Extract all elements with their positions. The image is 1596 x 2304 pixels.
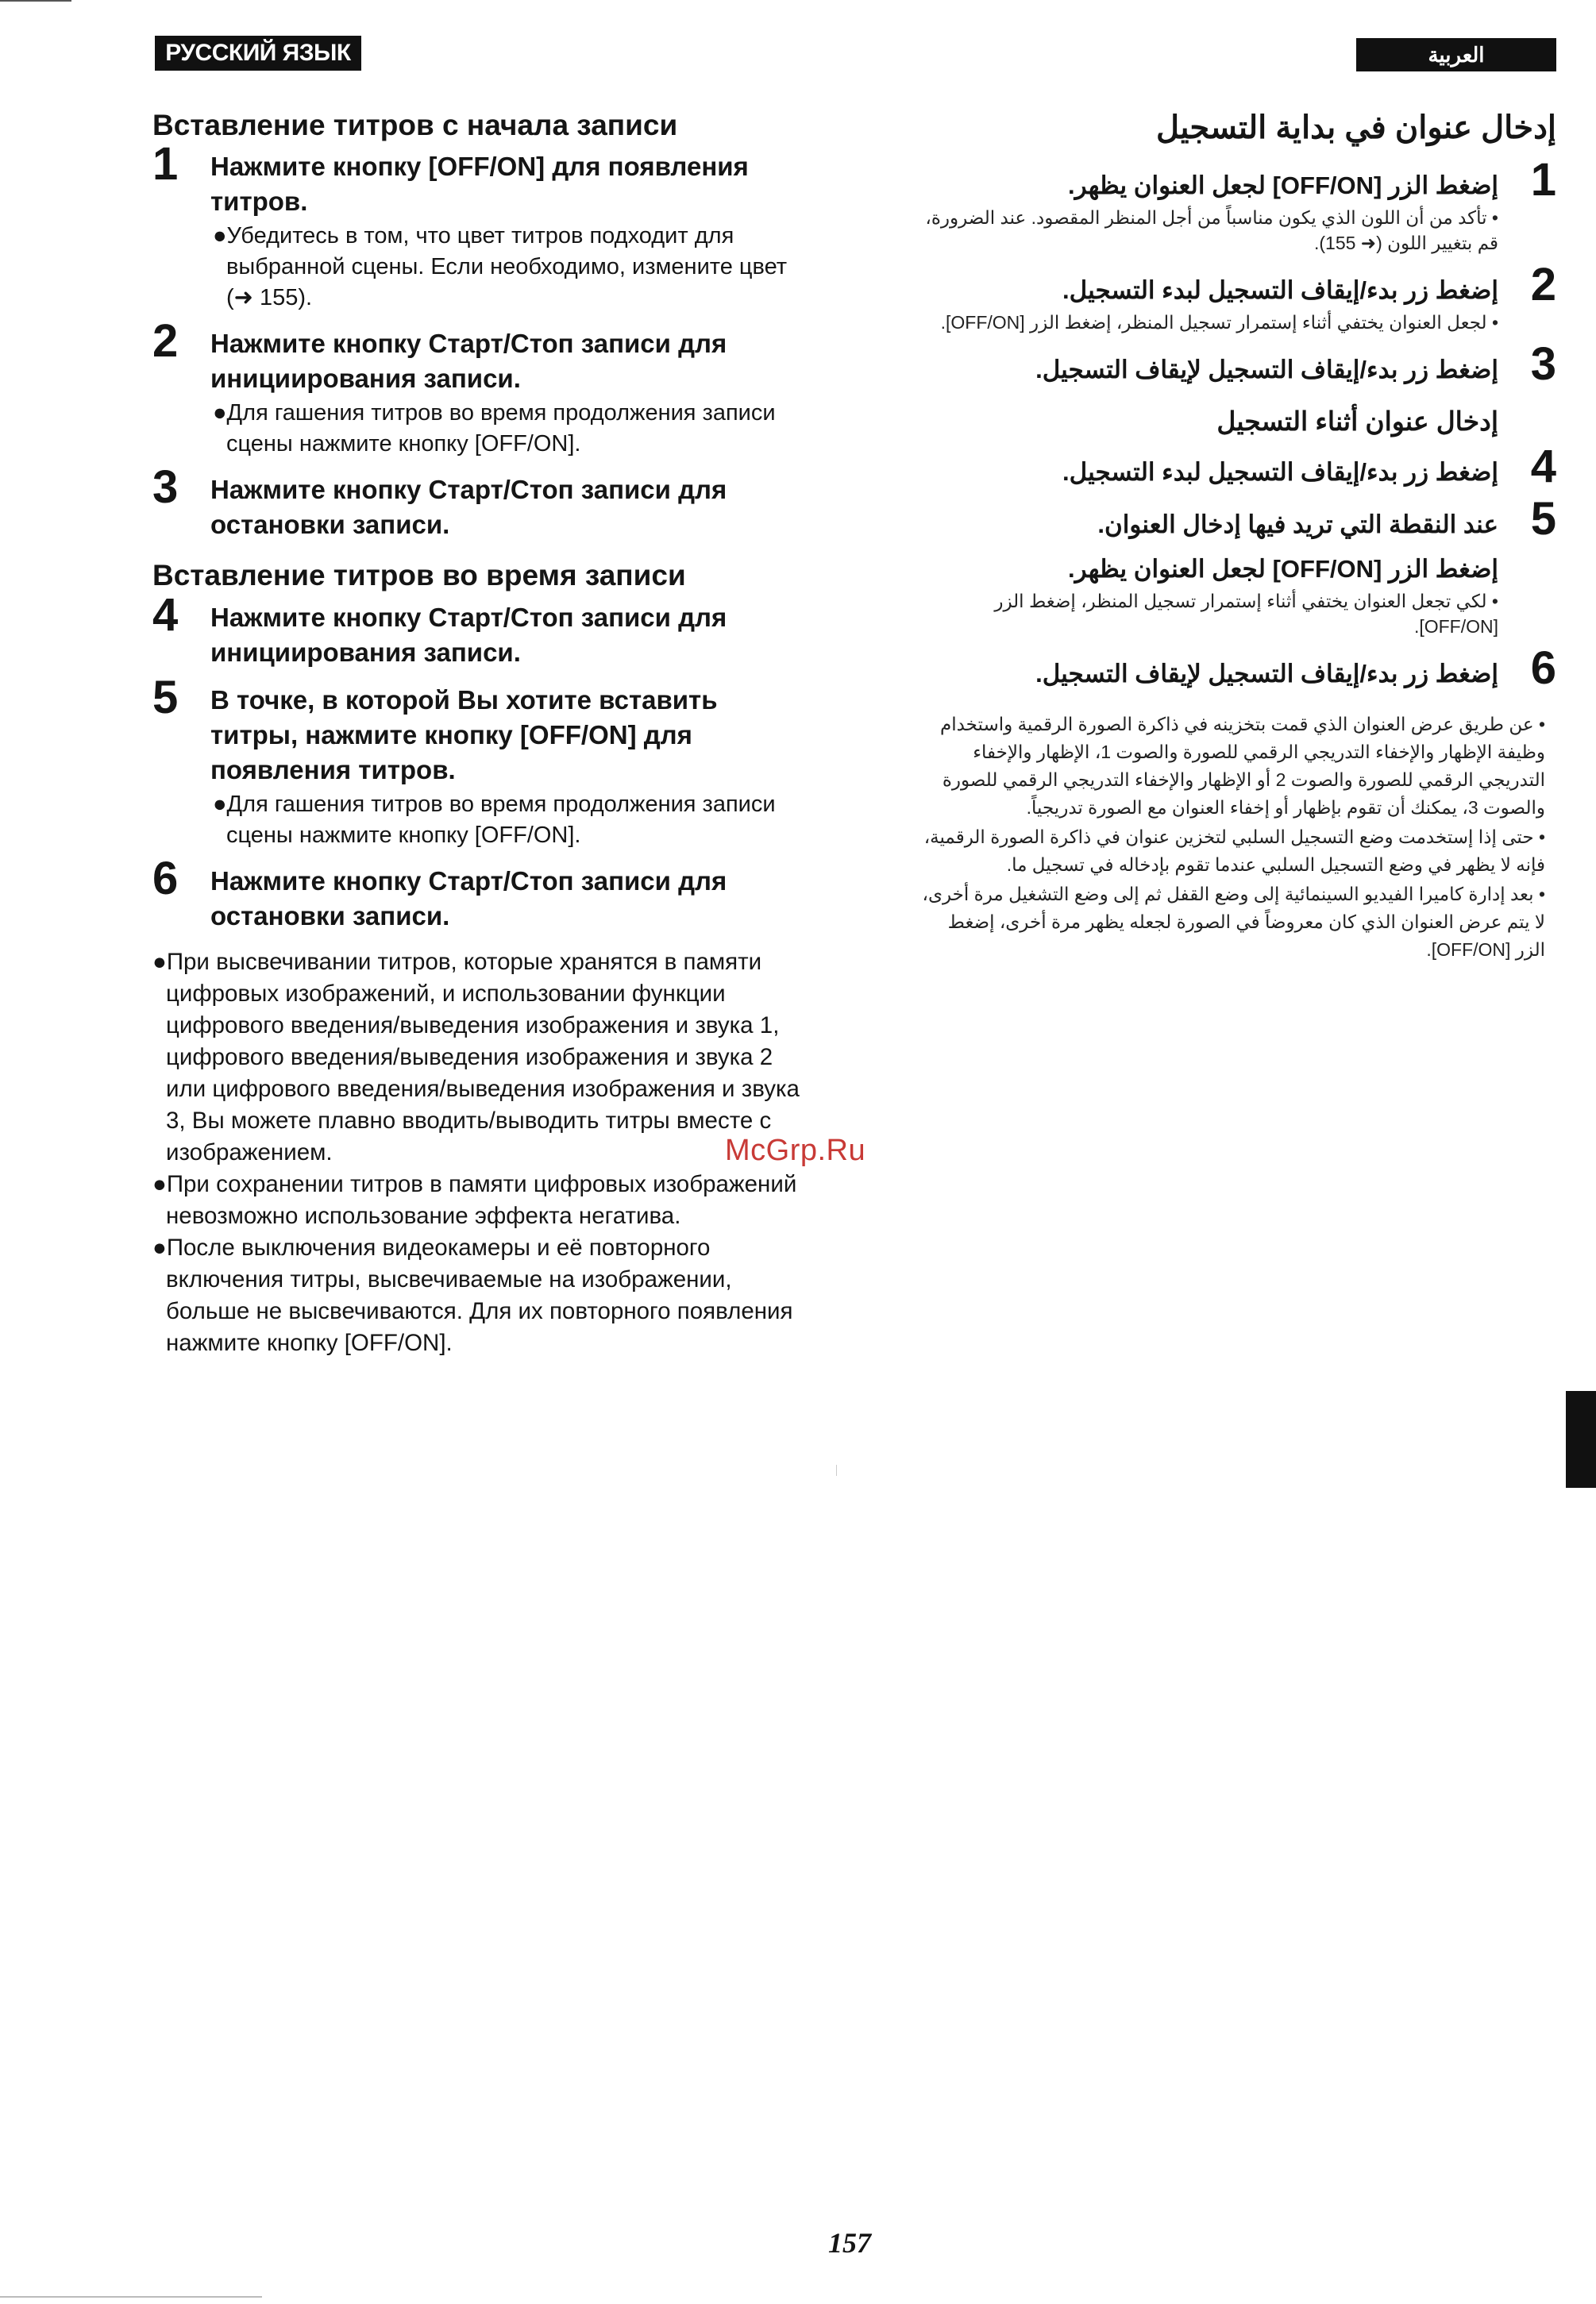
- russian-column: [152, 108, 811, 1359]
- step-number: 4: [1530, 441, 1556, 493]
- note-item: • حتى إذا إستخدمت وضع التسجيل السلبي لتخزين عنوان في ذاكرة الصورة الرقمية، فإنه لا يظهر في وضع التسجيل السلبي عندما تقوم بإدخاله في تسجيل ما.: [923, 826, 1545, 876]
- step-number: 2: [1530, 259, 1556, 310]
- step-4: [152, 588, 811, 670]
- arabic-notes-list: [915, 711, 1556, 964]
- arabic-step-2: [915, 259, 1556, 335]
- step-number: 1: [1530, 154, 1556, 206]
- step-title: Нажмите кнопку Старт/Стоп записи для инициирования записи.: [210, 329, 727, 394]
- arabic-section-title-during: إدخال عنوان أثناء التسجيل: [1216, 406, 1498, 436]
- arabic-step-6: [915, 642, 1556, 695]
- arabic-step-4: [915, 441, 1556, 493]
- page-number: 157: [828, 2227, 871, 2259]
- note-item: • بعد إدارة كاميرا الفيديو السينمائية إلى وضع القفل ثم إلى وضع التشغيل مرة أخرى، لا يتم عرض العنوان الذي كان معروضاً في الصورة لجعله يظهر مرة أخرى، إضغط الزر [OFF/ON].: [922, 884, 1545, 961]
- step-note: ●Убедитесь в том, что цвет титров подходит для выбранной сцены. Если необходимо, измените цвет (➜ 155).: [213, 223, 788, 311]
- step-title: إضغط زر بدء/إيقاف التسجيل لبدء التسجيل.: [1062, 276, 1498, 304]
- note-item: • عن طريق عرض العنوان الذي قمت بتخزينه في ذاكرة الصورة الرقمية واستخدام وظيفة الإظهار والإخفاء التدريجي الرقمي للصورة والصوت 1، الإظهار والإخفاء التدريجي الرقمي للصورة والصوت 2 أو الإظهار والإخفاء التدريجي الرقمي للصورة والصوت 3، يمكنك أن تقوم بإظهار أو إخفاء العنوان مع الصورة تدريجياً.: [939, 714, 1545, 819]
- step-2: [152, 315, 811, 460]
- step-number: 5: [1530, 493, 1556, 545]
- step-number: 6: [1530, 642, 1556, 695]
- section-title-start: Вставление титров с начала записи: [152, 109, 678, 141]
- step-title: إضغط زر بدء/إيقاف التسجيل لبدء التسجيل.: [1062, 458, 1498, 487]
- step-5: [152, 671, 811, 851]
- arabic-section-title-start: إدخال عنوان في بداية التسجيل: [1156, 110, 1556, 145]
- notes-list: [152, 946, 811, 1359]
- note-item: ●После выключения видеокамеры и её повторного включения титры, высвечиваемые на изображении, больше не высвечиваются. Для их повторного появления нажмите кнопку [OFF/ON].: [152, 1234, 793, 1356]
- step-title: Нажмите кнопку Старт/Стоп записи для остановки записи.: [210, 865, 727, 930]
- arabic-column: [915, 108, 1556, 965]
- step-1: [152, 138, 811, 314]
- section-edge-tab: [1566, 1391, 1596, 1488]
- section-title-during: Вставление титров во время записи: [152, 559, 686, 592]
- step-note: ●Для гашения титров во время продолжения записи сцены нажмите кнопку [OFF/ON].: [213, 791, 776, 848]
- language-tag-russian: РУССКИЙ ЯЗЫК: [155, 36, 361, 71]
- step-note: • تأكد من أن اللون الذي يكون مناسباً من أجل المنظر المقصود. عند الضرورة، قم بتغيير اللون (➜ 155).: [925, 207, 1498, 253]
- step-note: • لكي تجعل العنوان يختفي أثناء إستمرار تسجيل المنظر، إضغط الزر [OFF/ON].: [994, 591, 1498, 638]
- step-note: • لجعل العنوان يختفي أثناء إستمرار تسجيل المنظر، إضغط الزر [OFF/ON].: [940, 312, 1498, 333]
- step-number: 4: [152, 588, 179, 641]
- step-3: [152, 461, 811, 542]
- step-title: إضغط زر بدء/إيقاف التسجيل لإيقاف التسجيل.: [1035, 660, 1498, 688]
- note-item: ●При сохранении титров в памяти цифровых изображений невозможно использование эффекта негатива.: [152, 1170, 797, 1229]
- column-divider: [836, 1465, 837, 1476]
- bottom-edge-line: [0, 2296, 262, 2298]
- step-number: 5: [152, 671, 179, 723]
- arabic-step-1: [915, 154, 1556, 256]
- step-note: ●Для гашения титров во время продолжения записи сцены нажмите кнопку [OFF/ON].: [213, 400, 776, 457]
- step-number: 3: [1530, 338, 1556, 390]
- step-number: 1: [152, 138, 179, 191]
- watermark: McGrp.Ru: [725, 1134, 866, 1167]
- top-edge-line: [0, 0, 71, 2]
- step-title: عند النقطة التي تريد فيها إدخال العنوان.: [1097, 511, 1498, 539]
- step-title: Нажмите кнопку Старт/Стоп записи для инициирования записи.: [210, 602, 727, 667]
- step-6: [152, 852, 811, 934]
- arabic-step-5: [915, 493, 1556, 639]
- step-number: 3: [152, 461, 179, 514]
- arabic-step-3: [915, 338, 1556, 390]
- step-number: 2: [152, 315, 179, 368]
- step-title: إضغط الزر [OFF/ON] لجعل العنوان يظهر.: [1068, 171, 1498, 199]
- step-title: Нажмите кнопку [OFF/ON] для появления титров.: [210, 152, 749, 217]
- step-title: Нажмите кнопку Старт/Стоп записи для остановки записи.: [210, 475, 727, 540]
- step-title: إضغط زر بدء/إيقاف التسجيل لإيقاف التسجيل.: [1035, 356, 1498, 383]
- step-title-secondary: إضغط الزر [OFF/ON] لجعل العنوان يظهر.: [1068, 555, 1498, 584]
- step-title: В точке, в которой Вы хотите вставить титры, нажмите кнопку [OFF/ON] для появления титров.: [210, 684, 718, 784]
- language-tag-arabic: العربية: [1356, 38, 1556, 71]
- note-item: ●При высвечивании титров, которые хранятся в памяти цифровых изображений, и использовании функции цифрового введения/выведения изображения и звука 1, цифрового введения/выведения изображения и звука 2 или цифрового введения/выведения изображения и звука 3, Вы можете плавно вводить/выводить титры вместе с изображением.: [152, 948, 800, 1165]
- step-number: 6: [152, 852, 179, 904]
